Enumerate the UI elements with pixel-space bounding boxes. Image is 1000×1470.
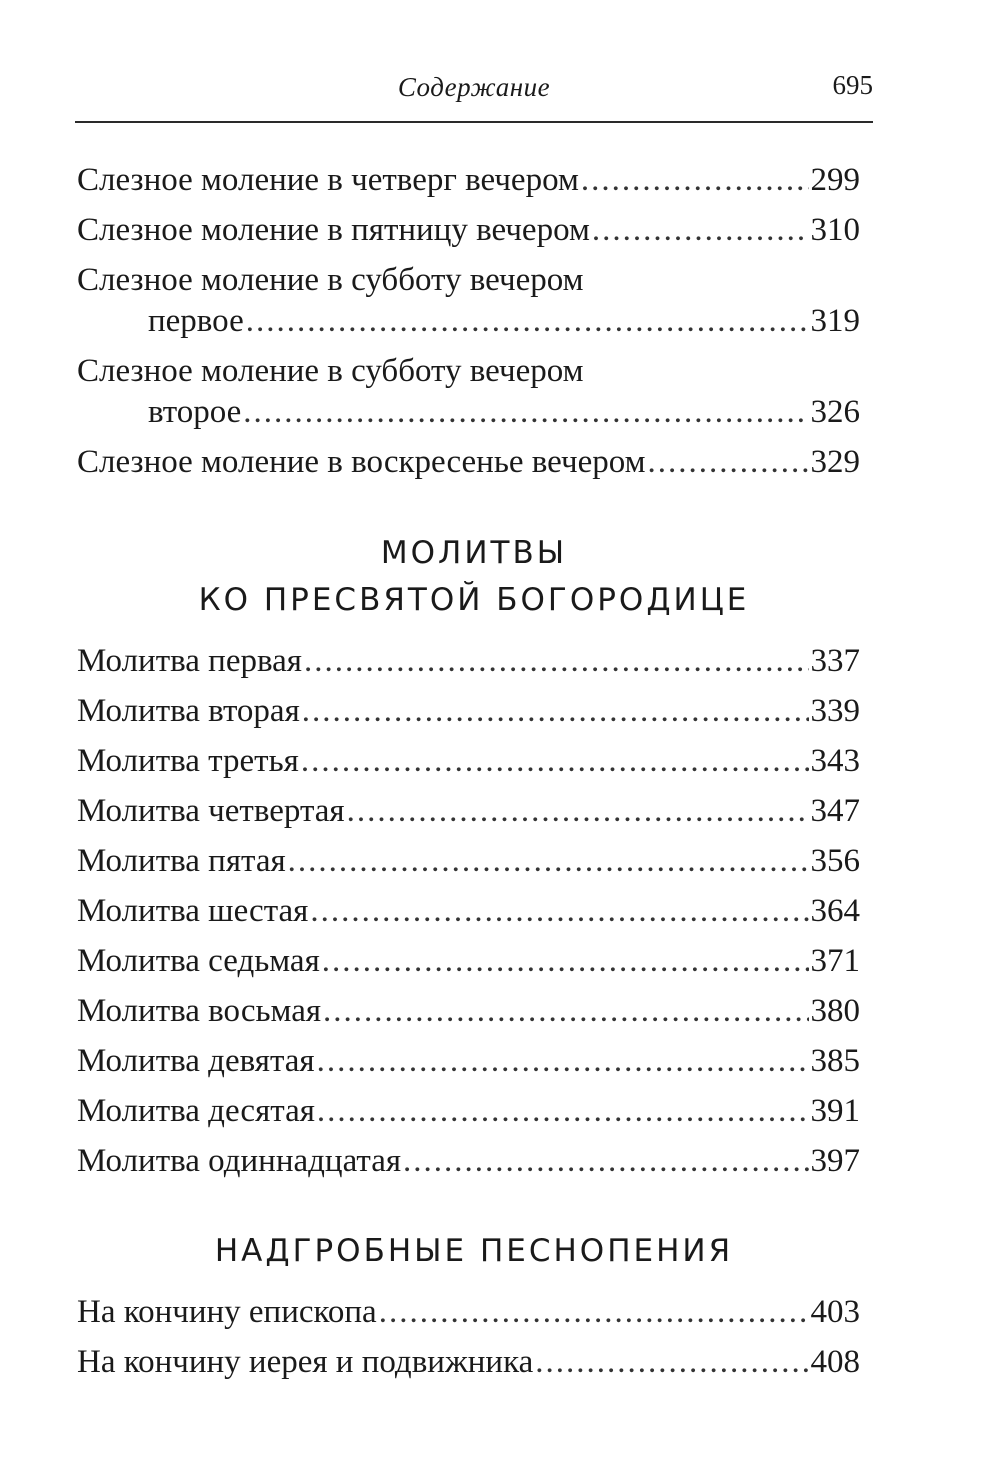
toc-entry-title: Молитва третья — [77, 743, 299, 779]
header-rule — [75, 121, 873, 123]
toc-entry-title: Молитва шестая — [77, 893, 309, 929]
toc-entry-title: Молитва пятая — [77, 843, 286, 879]
toc-entry[interactable] — [77, 689, 860, 733]
toc-entry-title: Молитва седьмая — [77, 943, 320, 979]
toc-entry[interactable] — [77, 989, 860, 1033]
toc-entry-page: 380 — [810, 993, 860, 1029]
toc-entry-title: Молитва одиннадцатая — [77, 1143, 402, 1179]
toc-leader — [592, 208, 809, 252]
toc-entry-page: 343 — [810, 743, 860, 779]
toc-entry-page: 391 — [810, 1093, 860, 1129]
toc-leader — [304, 639, 809, 683]
toc-entry[interactable] — [148, 299, 860, 343]
toc-entry[interactable] — [77, 1139, 860, 1183]
toc-entry[interactable] — [77, 639, 860, 683]
toc-leader — [581, 158, 809, 202]
toc-entry-title: Слезное моление в пятницу вечером — [77, 212, 590, 248]
toc-entry-page: 356 — [810, 843, 860, 879]
header-page-number: 695 — [832, 70, 873, 100]
toc-leader — [243, 390, 808, 434]
toc-leader — [379, 1290, 809, 1334]
toc-entry[interactable] — [77, 158, 860, 202]
toc-entry[interactable] — [77, 1290, 860, 1334]
toc-entry-page: 339 — [810, 693, 860, 729]
toc-entry-page: 329 — [810, 444, 860, 480]
toc-entry-title: На кончину иерея и подвижника — [77, 1344, 534, 1380]
toc-leader — [310, 889, 808, 933]
toc-leader — [347, 789, 809, 833]
toc-entry-page: 385 — [810, 1043, 860, 1079]
toc-entry[interactable] — [77, 1340, 860, 1384]
toc-entry-title: Слезное моление в четверг вечером — [77, 162, 579, 198]
toc-entry-title: Молитва девятая — [77, 1043, 315, 1079]
toc-leader — [246, 299, 809, 343]
toc-entry-page: 403 — [810, 1294, 860, 1330]
toc-entry-title: второе — [148, 394, 242, 430]
toc-entry[interactable] — [77, 839, 860, 883]
toc-entry-page: 347 — [810, 793, 860, 829]
toc-entry-page: 310 — [810, 212, 860, 248]
toc-entry-title: Молитва десятая — [77, 1093, 315, 1129]
toc-entry-page: 408 — [810, 1344, 860, 1380]
toc-entry[interactable] — [77, 789, 860, 833]
toc-entry-title: Слезное моление в воскресенье вечером — [77, 444, 646, 480]
toc-entry-page: 319 — [810, 303, 860, 339]
toc-leader — [535, 1340, 808, 1384]
toc-entry-title: первое — [148, 303, 244, 339]
toc-leader — [317, 1089, 809, 1133]
toc-entry[interactable] — [77, 208, 860, 252]
running-header — [75, 62, 873, 122]
toc-entry-page: 326 — [810, 394, 860, 430]
toc-entry-title-line1[interactable]: Слезное моление в субботу вечером — [77, 262, 584, 298]
toc-entry[interactable] — [148, 390, 860, 434]
toc-entry-page: 337 — [810, 643, 860, 679]
toc-entry-page: 299 — [810, 162, 860, 198]
toc-entry[interactable] — [77, 939, 860, 983]
toc-entry[interactable] — [77, 1039, 860, 1083]
toc-entry-page: 397 — [810, 1143, 860, 1179]
section-heading-funeral: НАДГРОБНЫЕ ПЕСНОПЕНИЯ — [214, 1233, 734, 1269]
toc-entry-title-line1[interactable]: Слезное моление в субботу вечером — [77, 353, 584, 389]
header-title: Содержание — [397, 72, 551, 102]
toc-leader — [647, 440, 808, 484]
toc-leader — [322, 939, 809, 983]
toc-entry-title: Молитва четвертая — [77, 793, 345, 829]
toc-leader — [302, 689, 809, 733]
toc-entry-title: Молитва вторая — [77, 693, 300, 729]
toc-leader — [301, 739, 809, 783]
toc-leader — [288, 839, 809, 883]
toc-leader — [317, 1039, 809, 1083]
toc-entry[interactable] — [77, 440, 860, 484]
toc-leader — [403, 1139, 808, 1183]
toc-entry-page: 371 — [810, 943, 860, 979]
toc-entry[interactable] — [77, 889, 860, 933]
toc-entry-title: Молитва восьмая — [77, 993, 322, 1029]
toc-entry-page: 364 — [810, 893, 860, 929]
toc-leader — [323, 989, 808, 1033]
section-heading-prayers-line1: МОЛИТВЫ — [380, 535, 568, 571]
section-heading-prayers-line2: КО ПРЕСВЯТОЙ БОГОРОДИЦЕ — [198, 582, 750, 618]
toc-entry-title: На кончину епископа — [77, 1294, 377, 1330]
toc-entry-title: Молитва первая — [77, 643, 302, 679]
toc-entry[interactable] — [77, 739, 860, 783]
toc-entry[interactable] — [77, 1089, 860, 1133]
